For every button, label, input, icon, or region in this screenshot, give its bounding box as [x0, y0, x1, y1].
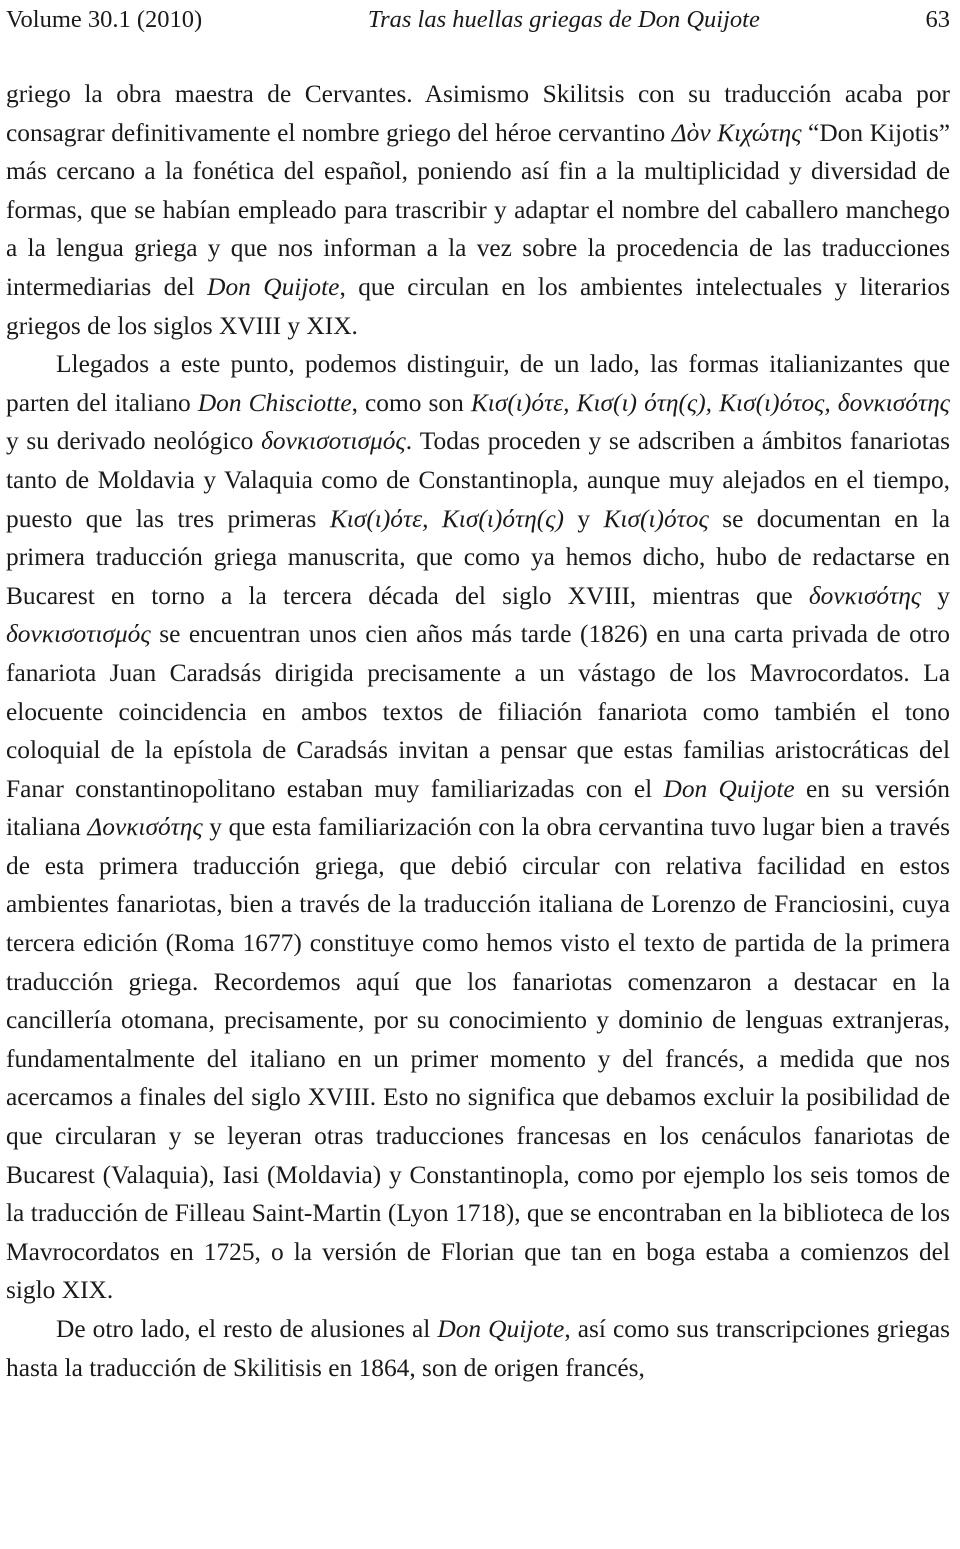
- text-run: se encuentran unos cien años más tarde (1826) en una carta privada de otro fanariota Juan Caradsás dirigida precisamente a un vástago de los Mavrocordatos. La elocuente coincidencia en ambos textos de filiación fanariota como también el tono coloquial de la epístola de Caradsás invitan a pensar que estas familias aristocráticas del Fanar constantinopolitano estaban muy familiarizadas con el: [6, 620, 950, 803]
- running-title: Tras las huellas griegas de Don Quijote: [367, 6, 760, 33]
- text-run: y que esta familiarización con la obra cervantina tuvo lugar bien a través de esta primera traducción griega, que debió circular con relativa facilidad en estos ambientes fanariotas, bien a través de la traducción italiana de Lorenzo de Franciosini, cuya tercera edición (Roma 1677) constituye como hemos visto el texto de partida de la primera traducción griega. Recordemos aquí que los fanariotas comenzaron a destacar en la cancillería otomana, precisamente, por su conocimiento y dominio de lenguas extranjeras, fundamentalmente del italiano en un primer momento y del francés, a medida que nos acercamos a finales del siglo XVIII. Esto no significa que debamos excluir la posibilidad de que circularan y se leyeran otras traducciones francesas en los cenáculos fanariotas de Bucarest (Valaquia), Iasi (Moldavia) y Constantinopla, como por ejemplo los seis tomos de la traducción de Filleau Saint-Martin (Lyon 1718), que se encontraban en la biblioteca de los Mavrocordatos en 1725, o la versión de Florian que tan en boga estaba a comienzos del siglo XIX.: [6, 813, 950, 1305]
- italic-term: Κισ(ι)ότος: [603, 504, 709, 533]
- italic-term: Don Quijote: [437, 1315, 565, 1343]
- text-run: , así como sus transcripciones griegas hasta la traducción de Skilitisis en 1864, son de origen francés,: [6, 1315, 950, 1382]
- page-number: 63: [925, 6, 950, 33]
- italic-term: δονκισότης: [808, 581, 922, 610]
- italic-term: Don Quijote: [663, 774, 795, 803]
- italic-term: Don Chisciotte: [197, 388, 352, 417]
- text-run: De otro lado, el resto de alusiones al: [56, 1315, 438, 1343]
- italic-term: Δὸν Κιχώτης: [671, 118, 802, 147]
- italic-term: Don Quijote: [207, 272, 340, 301]
- text-run: y su derivado neológico: [6, 427, 262, 456]
- journal-volume: Volume 30.1 (2010): [6, 6, 203, 33]
- text-run: se documentan en la primera traducción griega manuscrita, que como ya hemos dicho, hubo de redactarse en Bucarest en torno a la tercera década del siglo XVIII, mientras que: [6, 504, 951, 610]
- text-run: y: [563, 504, 604, 533]
- text-run: , que circulan en los ambientes intelectuales y literarios griegos de los siglos XVIII y XIX.: [6, 272, 951, 340]
- text-run: en su versión italiana: [6, 774, 950, 842]
- paragraph-2: [6, 345, 950, 1310]
- paragraph-1: [6, 75, 950, 345]
- italic-term: Δονκισότης: [87, 813, 203, 842]
- text-run: griego la obra maestra de Cervantes. Asimismo Skilitsis con su traducción acaba por consagrar definitivamente el nombre griego del héroe cervantino: [6, 80, 950, 147]
- text-run: Llegados a este punto, podemos distinguir, de un lado, las formas italianizantes que parten del italiano: [6, 350, 950, 417]
- running-header: [6, 2, 950, 38]
- italic-term: Κισ(ι)ότε, Κισ(ι) ότη(ς), Κισ(ι)ότος, δονκισότης: [470, 388, 950, 417]
- italic-term: δονκισοτισμός: [261, 427, 406, 456]
- text-run: “Don Kijotis” más cercano a la fonética del español, poniendo así fin a la multiplicidad y diversidad de formas, que se habían empleado para trascribir y adaptar el nombre del caballero manchego a la lengua griega y que nos informan a la vez sobre la procedencia de las traducciones intermediarias del: [6, 118, 950, 301]
- paragraph-3: [6, 1310, 950, 1387]
- body-text: [6, 75, 950, 1387]
- text-run: y: [921, 581, 950, 610]
- italic-term: Κισ(ι)ότε, Κισ(ι)ότη(ς): [329, 504, 564, 533]
- text-run: , como son: [351, 388, 471, 417]
- italic-term: δονκισοτισμός: [6, 620, 151, 649]
- text-run: . Todas proceden y se adscriben a ámbitos fanariotas tanto de Moldavia y Valaquia como de Constantinopla, aunque muy alejados en el tiempo, puesto que las tres primeras: [6, 427, 950, 533]
